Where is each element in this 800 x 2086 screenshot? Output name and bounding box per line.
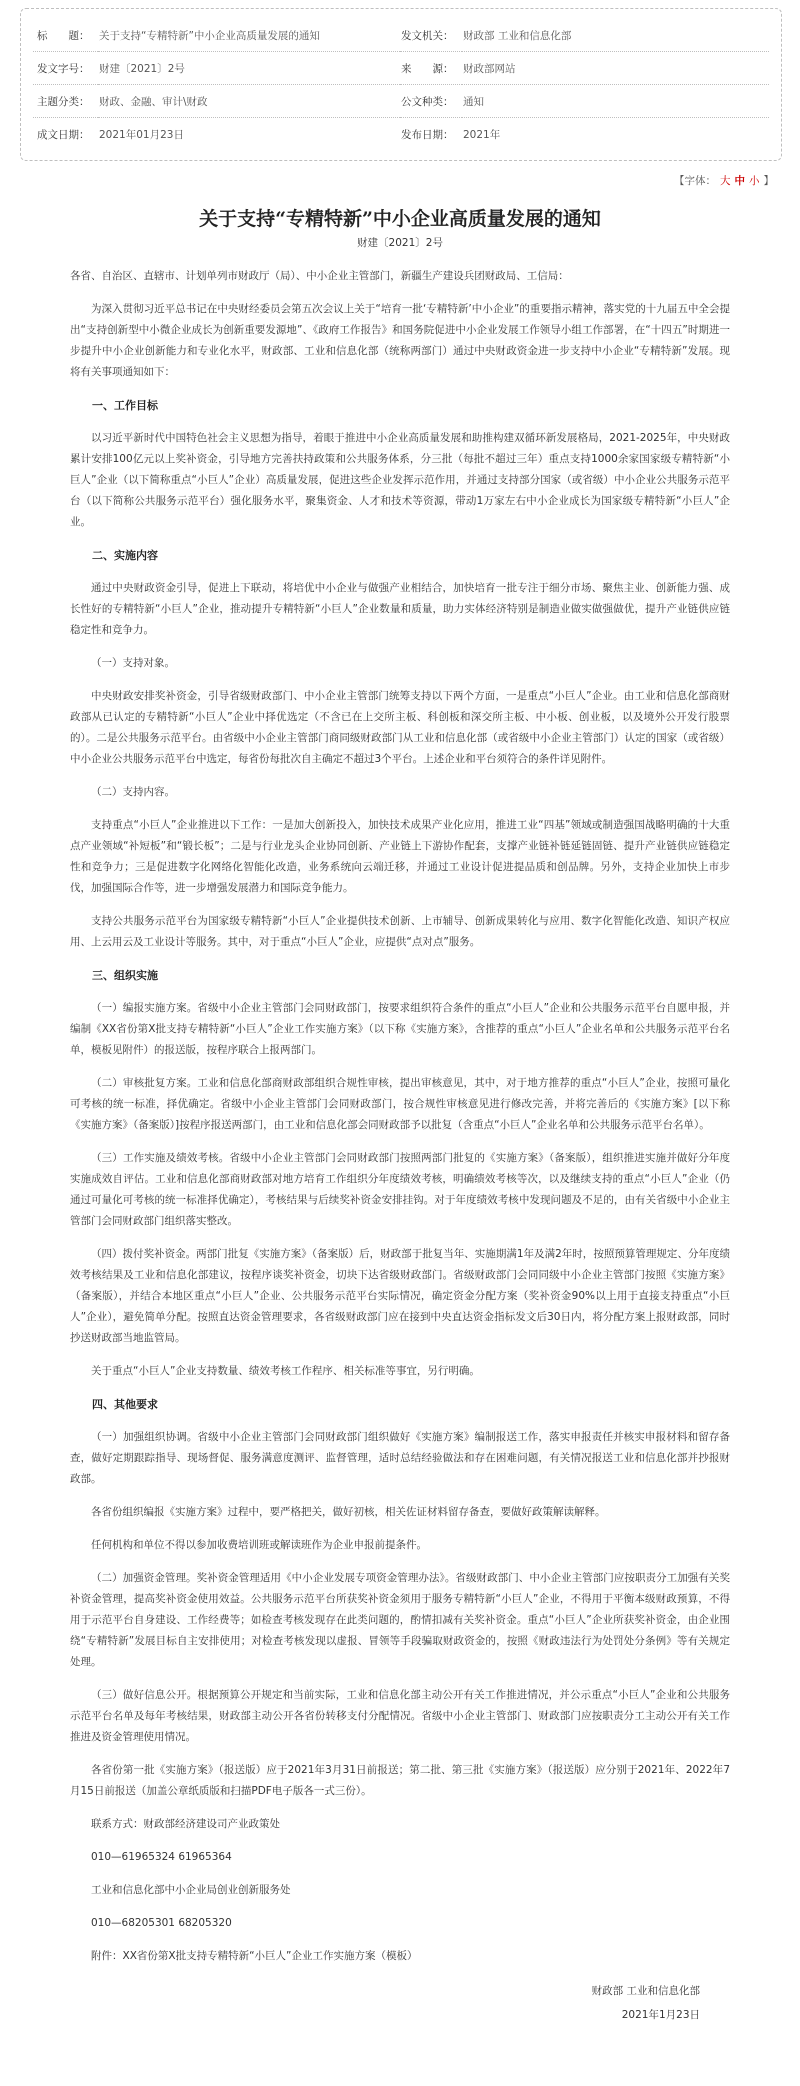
metadata-row	[33, 19, 769, 52]
doc-type-label: 公文种类：	[400, 85, 462, 118]
metadata-row	[33, 118, 769, 151]
paragraph: 通过中央财政资金引导，促进上下联动，将培优中小企业与做强产业相结合，加快培育一批专注于细分市场、聚焦主业、创新能力强、成长性好的专精特新“小巨人”企业，推动提升专精特新“小巨人”企业数量和质量，助力实体经济特别是制造业做实做强做优，提升产业链供应链稳定性和竞争力。	[70, 582, 730, 636]
published-date-label: 发布日期：	[401, 128, 454, 141]
section-heading: 二、实施内容	[92, 549, 158, 562]
paragraph: （二）加强资金管理。奖补资金管理适用《中小企业发展专项资金管理办法》。省级财政部门、中小企业主管部门应按职责分工加强有关奖补资金管理，提高奖补资金使用效益。公共服务示范平台所获奖补资金须用于服务专精特新“小巨人”企业，不得用于平衡本级财政预算，不得用于示范平台自身建设、工作经费等；如检查考核发现存在此类问题的，酌情扣减有关奖补资金。重点“小巨人”企业所获奖补资金，由企业围绕“专精特新”发展目标自主安排使用；对检查考核发现以虚报、冒领等手段骗取财政资金的，按照《财政违法行为处罚处分条例》等有关规定处理。	[70, 1572, 730, 1668]
font-size-suffix: 】	[763, 175, 774, 187]
paragraph: （三）工作实施及绩效考核。省级中小企业主管部门会同财政部门按照两部门批复的《实施方案》（备案版），组织推进实施并做好分年度实施成效自评估。工业和信息化部商财政部对地方培育工作组织分年度绩效考核，明确绩效考核等次，以及继续支持的重点“小巨人”企业（仍通过可量化可考核的统一标准择优确定），考核结果与后续奖补资金安排挂钩。对于年度绩效考核中发现问题及不足的，由有关省级中小企业主管部门会同财政部门组织落实整改。	[70, 1152, 730, 1227]
issuer-label: 发文机关：	[400, 19, 462, 52]
source-label: 来 源：	[400, 52, 462, 85]
paragraph: 以习近平新时代中国特色社会主义思想为指导，着眼于推进中小企业高质量发展和助推构建双循环新发展格局，2021-2025年，中央财政累计安排100亿元以上奖补资金，引导地方完善扶持政策和公共服务体系，分三批（每批不超过三年）重点支持1000余家国家级专精特新“小巨人”企业（以下简称重点“小巨人”企业）高质量发展，促进这些企业发挥示范作用，并通过支持部分国家（或省级）中小企业公共服务示范平台（以下简称公共服务示范平台）强化服务水平，聚集资金、人才和技术等资源，带动1万家左右中小企业成长为国家级专精特新“小巨人”企业。	[70, 432, 730, 528]
font-size-small-button[interactable]: 小	[749, 175, 760, 187]
section-heading: 三、组织实施	[92, 969, 158, 982]
paragraph: （三）做好信息公开。根据预算公开规定和当前实际，工业和信息化部主动公开有关工作推进情况，并公示重点“小巨人”企业和公共服务示范平台名单及每年考核结果，财政部主动公开各省份转移支付分配情况。省级中小企业主管部门、财政部门应按职责分工主动公开有关工作推进及资金管理使用情况。	[70, 1689, 730, 1743]
subsection-heading: （二）支持内容。	[91, 786, 175, 798]
metadata-row	[33, 52, 769, 85]
doc-type-value: 通知	[462, 85, 769, 118]
attachment-link[interactable]: 附件：XX省份第X批支持专精特新“小巨人”企业工作实施方案（模板）	[91, 1950, 418, 1962]
font-size-prefix: 【字体：	[674, 175, 716, 187]
phone-line: 010—61965324 61965364	[91, 1851, 232, 1863]
paragraph: （一）加强组织协调。省级中小企业主管部门会同财政部门组织做好《实施方案》编制报送工作，落实申报责任并核实申报材料和留存备查，做好定期跟踪指导、现场督促、服务满意度测评、监督管理，适时总结经验做法和存在困难问题，有关情况报送工业和信息化部并抄报财政部。	[70, 1431, 730, 1485]
issuer-value: 财政部 工业和信息化部	[462, 19, 769, 52]
contact-line: 工业和信息化部中小企业局创业创新服务处	[91, 1884, 291, 1896]
paragraph: 中央财政安排奖补资金，引导省级财政部门、中小企业主管部门统筹支持以下两个方面，一是重点“小巨人”企业。由工业和信息化部商财政部从已认定的专精特新“小巨人”企业中择优选定（不含已在上交所主板、科创板和深交所主板、中小板、创业板，以及境外公开发行股票的）。二是公共服务示范平台。由省级中小企业主管部门商同级财政部门从工业和信息化部（或省级中小企业主管部门）认定的国家（或省级）中小企业公共服务示范平台中选定，每省份每批次自主确定不超过3个平台。上述企业和平台须符合的条件详见附件。	[70, 690, 730, 765]
source-value: 财政部网站	[462, 52, 769, 85]
paragraph: 支持公共服务示范平台为国家级专精特新“小巨人”企业提供技术创新、上市辅导、创新成果转化与应用、数字化智能化改造、知识产权应用、上云用云及工业设计等服务。其中，对于重点“小巨人”企业，应提供“点对点”服务。	[70, 915, 730, 948]
font-size-large-button[interactable]: 大	[720, 175, 731, 187]
paragraph: 各省份组织编报《实施方案》过程中，要严格把关，做好初核，相关佐证材料留存备查，要做好政策解读解释。	[91, 1506, 606, 1518]
section-heading: 一、工作目标	[92, 399, 158, 412]
addressee: 各省、自治区、直辖市、计划单列市财政厅（局）、中小企业主管部门，新疆生产建设兵团财政局、工信局：	[70, 270, 569, 282]
published-date-value: 2021年	[463, 128, 501, 141]
document-body	[0, 266, 800, 2027]
section-heading: 四、其他要求	[92, 1398, 158, 1411]
paragraph: 支持重点“小巨人”企业推进以下工作：一是加大创新投入，加快技术成果产业化应用，推进工业“四基”领域或制造强国战略明确的十大重点产业领域“补短板”和“锻长板”；二是与行业龙头企业协同创新、产业链上下游协作配套，支撑产业链补链延链固链、提升产业链供应链稳定性和竞争力；三是促进数字化网络化智能化改造，业务系统向云端迁移，并通过工业设计促进提品质和创品牌。另外，支持企业加快上市步伐，加强国际合作等，进一步增强发展潜力和国际竞争能力。	[70, 819, 730, 894]
doc-number-label: 发文字号：	[33, 52, 98, 85]
document-number: 财建〔2021〕2号	[357, 237, 443, 249]
signer: 财政部 工业和信息化部	[591, 1985, 700, 1997]
paragraph: （四）拨付奖补资金。两部门批复《实施方案》（备案版）后，财政部于批复当年、实施期满1年及满2年时，按照预算管理规定、分年度绩效考核结果及工业和信息化部建议，按程序谈奖补资金，切块下达省级财政部门。省级财政部门会同同级中小企业主管部门按照《实施方案》（备案版），并结合本地区重点“小巨人”企业、公共服务示范平台实际情况，确定资金分配方案（奖补资金90%以上用于直接支持重点“小巨人”企业），避免简单分配。按照直达资金管理要求，各省级财政部门应在接到中央直达资金指标发文后30日内，将分配方案上报财政部，同时抄送财政部当地监管局。	[70, 1248, 730, 1344]
topic-value: 财政、金融、审计\财政	[98, 85, 400, 118]
paragraph: （二）审核批复方案。工业和信息化部商财政部组织合规性审核，提出审核意见，其中，对于地方推荐的重点“小巨人”企业，按照可量化可考核的统一标准，择优确定。省级中小企业主管部门会同财政部门，按合规性审核意见进行修改完善，并将完善后的《实施方案》[以下称《实施方案》（备案版）]按程序报送两部门，由工业和信息化部会同财政部予以批复（含重点“小巨人”企业名单和公共服务示范平台名单）。	[70, 1077, 730, 1131]
doc-number-value: 财建〔2021〕2号	[98, 52, 400, 85]
title-label: 标 题：	[33, 19, 98, 52]
created-date-label: 成文日期：	[37, 128, 90, 141]
contact-line: 联系方式：财政部经济建设司产业政策处	[91, 1818, 280, 1830]
metadata-table	[33, 19, 769, 150]
paragraph: 为深入贯彻习近平总书记在中央财经委员会第五次会议上关于“培育一批‘专精特新’中小企业”的重要指示精神，落实党的十九届五中全会提出“支持创新型中小微企业成长为创新重要发源地”、《政府工作报告》和国务院促进中小企业发展工作领导小组工作部署，在“十四五”时期进一步提升中小企业创新能力和专业化水平，财政部、工业和信息化部（统称两部门）通过中央财政资金进一步支持中小企业“专精特新”发展。现将有关事项通知如下：	[70, 303, 730, 378]
paragraph: 各省份第一批《实施方案》（报送版）应于2021年3月31日前报送；第二批、第三批《实施方案》（报送版）应分别于2021年、2022年7月15日前报送（加盖公章纸质版和扫描PDF电子版各一式三份）。	[70, 1764, 730, 1797]
title-value: 关于支持“专精特新”中小企业高质量发展的通知	[98, 19, 400, 52]
sign-date: 2021年1月23日	[621, 2009, 700, 2021]
topic-label: 主题分类：	[33, 85, 98, 118]
font-size-medium-button[interactable]: 中	[734, 175, 745, 187]
phone-line: 010—68205301 68205320	[91, 1917, 232, 1929]
paragraph: 任何机构和单位不得以参加收费培训班或解读班作为企业申报前提条件。	[91, 1539, 427, 1551]
page	[0, 8, 800, 2027]
signoff-block	[70, 1979, 730, 2027]
created-date-value: 2021年01月23日	[99, 128, 184, 141]
metadata-row	[33, 85, 769, 118]
paragraph: （一）编报实施方案。省级中小企业主管部门会同财政部门，按要求组织符合条件的重点“小巨人”企业和公共服务示范平台自愿申报，并编制《XX省份第X批支持专精特新“小巨人”企业工作实施方案》（以下称《实施方案》，含推荐的重点“小巨人”企业名单和公共服务示范平台名单，模板见附件）的报送版，按程序联合上报两部门。	[70, 1002, 730, 1056]
subsection-heading: （一）支持对象。	[91, 657, 175, 669]
font-size-selector	[0, 173, 776, 188]
document-title: 关于支持“专精特新”中小企业高质量发展的通知	[199, 208, 601, 230]
paragraph: 关于重点“小巨人”企业支持数量、绩效考核工作程序、相关标准等事宜，另行明确。	[91, 1365, 480, 1377]
document-metadata-box	[20, 8, 782, 161]
